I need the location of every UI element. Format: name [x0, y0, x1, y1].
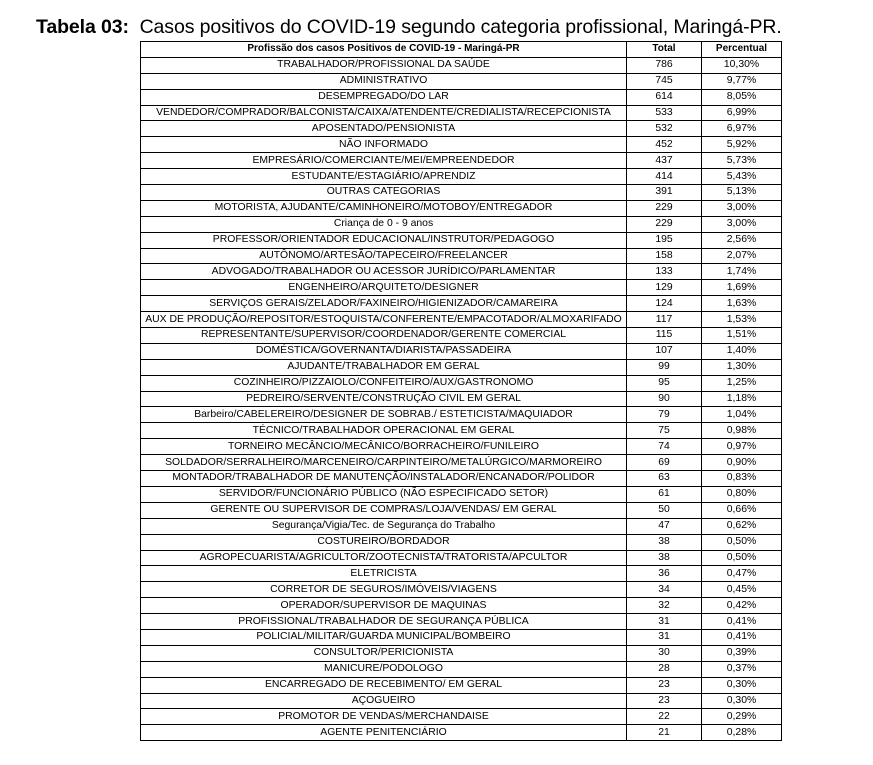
cell-total: 79	[627, 407, 702, 423]
cell-percent: 1,04%	[702, 407, 782, 423]
cell-profession: ESTUDANTE/ESTAGIÁRIO/APRENDIZ	[141, 169, 627, 185]
cell-profession: TORNEIRO MECÂNCIO/MECÂNICO/BORRACHEIRO/FUNILEIRO	[141, 439, 627, 455]
table-row	[141, 375, 782, 391]
cell-percent: 5,13%	[702, 185, 782, 201]
cell-total: 95	[627, 375, 702, 391]
cell-total: 69	[627, 455, 702, 471]
cell-total: 22	[627, 709, 702, 725]
table-row	[141, 232, 782, 248]
cell-profession: Segurança/Vigia/Tec. de Segurança do Trabalho	[141, 518, 627, 534]
cell-total: 391	[627, 185, 702, 201]
cell-percent: 5,43%	[702, 169, 782, 185]
cell-percent: 3,00%	[702, 216, 782, 232]
cell-percent: 1,74%	[702, 264, 782, 280]
cell-profession: DESEMPREGADO/DO LAR	[141, 89, 627, 105]
cell-profession: APOSENTADO/PENSIONISTA	[141, 121, 627, 137]
cell-profession: CORRETOR DE SEGUROS/IMÓVEIS/VIAGENS	[141, 582, 627, 598]
cell-percent: 5,73%	[702, 153, 782, 169]
cell-total: 107	[627, 343, 702, 359]
cell-total: 158	[627, 248, 702, 264]
cell-profession: SOLDADOR/SERRALHEIRO/MARCENEIRO/CARPINTEIRO/METALÚRGICO/MARMOREIRO	[141, 455, 627, 471]
cell-profession: NÃO INFORMADO	[141, 137, 627, 153]
table-title	[36, 16, 782, 39]
table-row	[141, 137, 782, 153]
cell-percent: 0,29%	[702, 709, 782, 725]
cell-percent: 0,42%	[702, 598, 782, 614]
table-row	[141, 391, 782, 407]
cell-total: 614	[627, 89, 702, 105]
cell-percent: 0,98%	[702, 423, 782, 439]
cell-profession: CONSULTOR/PERICIONISTA	[141, 645, 627, 661]
cell-total: 63	[627, 471, 702, 487]
cell-total: 533	[627, 105, 702, 121]
cell-profession: AUTÔNOMO/ARTESÃO/TAPECEIRO/FREELANCER	[141, 248, 627, 264]
table-row	[141, 550, 782, 566]
cell-total: 90	[627, 391, 702, 407]
cell-percent: 0,97%	[702, 439, 782, 455]
table-row	[141, 677, 782, 693]
cell-total: 36	[627, 566, 702, 582]
table-row	[141, 280, 782, 296]
table-row	[141, 709, 782, 725]
cell-total: 23	[627, 693, 702, 709]
cell-percent: 0,28%	[702, 725, 782, 741]
cell-total: 532	[627, 121, 702, 137]
cell-profession: AUX DE PRODUÇÃO/REPOSITOR/ESTOQUISTA/CONFERENTE/EMPACOTADOR/ALMOXARIFADO	[141, 312, 627, 328]
cell-profession: MANICURE/PODOLOGO	[141, 661, 627, 677]
cell-total: 32	[627, 598, 702, 614]
table-row	[141, 534, 782, 550]
cell-total: 23	[627, 677, 702, 693]
cell-percent: 2,56%	[702, 232, 782, 248]
table-row	[141, 661, 782, 677]
cell-profession: MONTADOR/TRABALHADOR DE MANUTENÇÃO/INSTALADOR/ENCANADOR/POLIDOR	[141, 471, 627, 487]
cell-total: 38	[627, 550, 702, 566]
cell-total: 21	[627, 725, 702, 741]
cell-profession: AÇOGUEIRO	[141, 693, 627, 709]
cell-percent: 1,69%	[702, 280, 782, 296]
cell-total: 452	[627, 137, 702, 153]
cell-profession: GERENTE OU SUPERVISOR DE COMPRAS/LOJA/VENDAS/ EM GERAL	[141, 502, 627, 518]
table-container	[140, 41, 782, 741]
cell-total: 47	[627, 518, 702, 534]
table-row	[141, 343, 782, 359]
cell-profession: Barbeiro/CABELEREIRO/DESIGNER DE SOBRAB./ ESTETICISTA/MAQUIADOR	[141, 407, 627, 423]
cell-profession: VENDEDOR/COMPRADOR/BALCONISTA/CAIXA/ATENDENTE/CREDIALISTA/RECEPCIONISTA	[141, 105, 627, 121]
cell-profession: ENCARREGADO DE RECEBIMENTO/ EM GERAL	[141, 677, 627, 693]
table-row	[141, 407, 782, 423]
table-row	[141, 582, 782, 598]
cell-profession: OPERADOR/SUPERVISOR DE MAQUINAS	[141, 598, 627, 614]
table-row	[141, 725, 782, 741]
cell-total: 437	[627, 153, 702, 169]
cell-profession: COSTUREIRO/BORDADOR	[141, 534, 627, 550]
cell-total: 745	[627, 73, 702, 89]
cell-total: 115	[627, 328, 702, 344]
header-profession: Profissão dos casos Positivos de COVID-19 - Maringá-PR	[141, 42, 627, 58]
cell-profession: TÉCNICO/TRABALHADOR OPERACIONAL EM GERAL	[141, 423, 627, 439]
cell-total: 129	[627, 280, 702, 296]
cell-total: 61	[627, 486, 702, 502]
cell-total: 30	[627, 645, 702, 661]
cell-percent: 0,80%	[702, 486, 782, 502]
cell-total: 414	[627, 169, 702, 185]
cell-total: 229	[627, 200, 702, 216]
cell-percent: 0,90%	[702, 455, 782, 471]
cell-profession: AGROPECUARISTA/AGRICULTOR/ZOOTECNISTA/TRATORISTA/APCULTOR	[141, 550, 627, 566]
table-row	[141, 518, 782, 534]
table-row	[141, 359, 782, 375]
table-row	[141, 693, 782, 709]
cell-profession: COZINHEIRO/PIZZAIOLO/CONFEITEIRO/AUX/GASTRONOMO	[141, 375, 627, 391]
cell-total: 75	[627, 423, 702, 439]
cell-percent: 0,47%	[702, 566, 782, 582]
table-row	[141, 629, 782, 645]
table-row	[141, 153, 782, 169]
cell-profession: REPRESENTANTE/SUPERVISOR/COORDENADOR/GERENTE COMERCIAL	[141, 328, 627, 344]
cell-percent: 0,41%	[702, 614, 782, 630]
table-row	[141, 423, 782, 439]
cell-percent: 0,41%	[702, 629, 782, 645]
cell-percent: 3,00%	[702, 200, 782, 216]
table-row	[141, 121, 782, 137]
cell-profession: ELETRICISTA	[141, 566, 627, 582]
cell-total: 229	[627, 216, 702, 232]
cell-total: 117	[627, 312, 702, 328]
header-percent: Percentual	[702, 42, 782, 58]
table-row	[141, 328, 782, 344]
cell-percent: 2,07%	[702, 248, 782, 264]
cell-percent: 8,05%	[702, 89, 782, 105]
cell-profession: MOTORISTA, AJUDANTE/CAMINHONEIRO/MOTOBOY/ENTREGADOR	[141, 200, 627, 216]
cell-profession: TRABALHADOR/PROFISSIONAL DA SAÚDE	[141, 57, 627, 73]
cell-total: 34	[627, 582, 702, 598]
cell-percent: 0,30%	[702, 677, 782, 693]
cell-percent: 1,63%	[702, 296, 782, 312]
table-row	[141, 73, 782, 89]
table-row	[141, 296, 782, 312]
table-row	[141, 614, 782, 630]
cell-percent: 6,99%	[702, 105, 782, 121]
cell-profession: ADVOGADO/TRABALHADOR OU ACESSOR JURÍDICO/PARLAMENTAR	[141, 264, 627, 280]
table-title-label: Tabela 03:	[36, 16, 129, 38]
table-row	[141, 264, 782, 280]
cell-percent: 0,37%	[702, 661, 782, 677]
cell-profession: ADMINISTRATIVO	[141, 73, 627, 89]
cell-percent: 0,62%	[702, 518, 782, 534]
cell-profession: SERVIÇOS GERAIS/ZELADOR/FAXINEIRO/HIGIENIZADOR/CAMAREIRA	[141, 296, 627, 312]
cell-percent: 5,92%	[702, 137, 782, 153]
covid-profession-table	[140, 41, 782, 741]
cell-percent: 1,18%	[702, 391, 782, 407]
cell-percent: 9,77%	[702, 73, 782, 89]
table-row	[141, 502, 782, 518]
cell-total: 133	[627, 264, 702, 280]
table-row	[141, 486, 782, 502]
table-row	[141, 216, 782, 232]
table-row	[141, 645, 782, 661]
cell-total: 50	[627, 502, 702, 518]
cell-profession: SERVIDOR/FUNCIONÁRIO PÚBLICO (NÃO ESPECIFICADO SETOR)	[141, 486, 627, 502]
cell-profession: POLICIAL/MILITAR/GUARDA MUNICIPAL/BOMBEIRO	[141, 629, 627, 645]
cell-total: 786	[627, 57, 702, 73]
cell-percent: 1,30%	[702, 359, 782, 375]
cell-profession: OUTRAS CATEGORIAS	[141, 185, 627, 201]
cell-total: 99	[627, 359, 702, 375]
cell-percent: 0,66%	[702, 502, 782, 518]
cell-profession: PROFISSIONAL/TRABALHADOR DE SEGURANÇA PÚBLICA	[141, 614, 627, 630]
cell-percent: 1,53%	[702, 312, 782, 328]
cell-percent: 0,50%	[702, 534, 782, 550]
cell-percent: 0,83%	[702, 471, 782, 487]
table-row	[141, 57, 782, 73]
header-row	[141, 42, 782, 58]
table-row	[141, 248, 782, 264]
cell-profession: AJUDANTE/TRABALHADOR EM GERAL	[141, 359, 627, 375]
cell-percent: 0,39%	[702, 645, 782, 661]
cell-profession: PROFESSOR/ORIENTADOR EDUCACIONAL/INSTRUTOR/PEDAGOGO	[141, 232, 627, 248]
table-row	[141, 598, 782, 614]
table-row	[141, 455, 782, 471]
table-row	[141, 471, 782, 487]
cell-percent: 10,30%	[702, 57, 782, 73]
table-row	[141, 185, 782, 201]
table-row	[141, 200, 782, 216]
cell-total: 31	[627, 629, 702, 645]
table-row	[141, 89, 782, 105]
cell-profession: ENGENHEIRO/ARQUITETO/DESIGNER	[141, 280, 627, 296]
cell-total: 28	[627, 661, 702, 677]
table-row	[141, 439, 782, 455]
cell-total: 74	[627, 439, 702, 455]
table-body	[141, 57, 782, 740]
cell-profession: AGENTE PENITENCIÁRIO	[141, 725, 627, 741]
cell-percent: 6,97%	[702, 121, 782, 137]
table-row	[141, 169, 782, 185]
cell-profession: EMPRESÁRIO/COMERCIANTE/MEI/EMPREENDEDOR	[141, 153, 627, 169]
cell-profession: Criança de 0 - 9 anos	[141, 216, 627, 232]
cell-total: 31	[627, 614, 702, 630]
table-row	[141, 312, 782, 328]
cell-profession: DOMÉSTICA/GOVERNANTA/DIARISTA/PASSADEIRA	[141, 343, 627, 359]
header-total: Total	[627, 42, 702, 58]
cell-percent: 1,51%	[702, 328, 782, 344]
cell-percent: 1,40%	[702, 343, 782, 359]
cell-total: 195	[627, 232, 702, 248]
cell-percent: 1,25%	[702, 375, 782, 391]
cell-percent: 0,50%	[702, 550, 782, 566]
cell-percent: 0,30%	[702, 693, 782, 709]
cell-percent: 0,45%	[702, 582, 782, 598]
table-title-text: Casos positivos do COVID-19 segundo categoria profissional, Maringá-PR.	[139, 16, 782, 38]
cell-profession: PROMOTOR DE VENDAS/MERCHANDAISE	[141, 709, 627, 725]
cell-total: 124	[627, 296, 702, 312]
cell-total: 38	[627, 534, 702, 550]
table-row	[141, 105, 782, 121]
cell-profession: PEDREIRO/SERVENTE/CONSTRUÇÃO CIVIL EM GERAL	[141, 391, 627, 407]
table-row	[141, 566, 782, 582]
